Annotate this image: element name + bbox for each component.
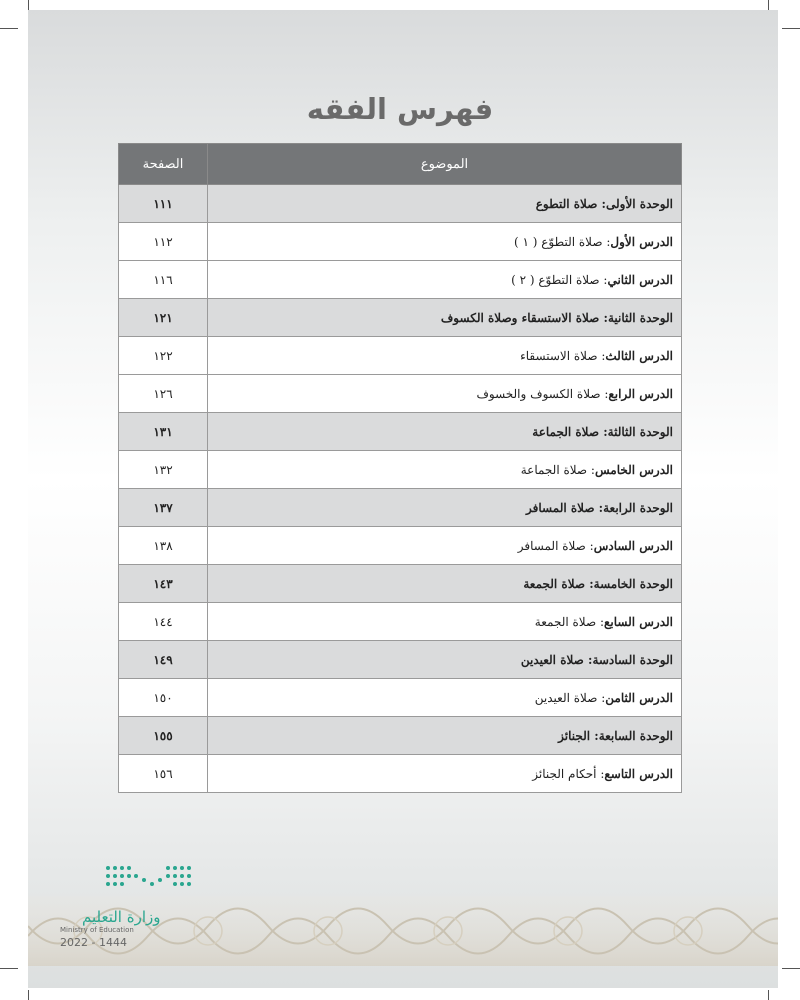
lesson-row: [119, 755, 682, 793]
subject-text: : صلاة الجمعة: [534, 614, 604, 629]
lesson-row: [119, 527, 682, 565]
crop-mark-right-top: [782, 28, 800, 29]
lesson-row: [119, 261, 682, 299]
ministry-logo-dots-icon: [102, 860, 198, 900]
lesson-number: الدرس الخامس: [594, 462, 673, 477]
page-number-cell: ١٤٣: [119, 565, 208, 603]
unit-row: [119, 299, 682, 337]
subject-text: الوحدة السادسة: صلاة العيدين: [520, 652, 673, 667]
page-title: فهرس الفقه: [306, 92, 494, 126]
unit-row: [119, 185, 682, 223]
lesson-row: [119, 679, 682, 717]
subject-cell: [208, 261, 682, 299]
subject-cell: [208, 337, 682, 375]
subject-cell: [208, 413, 682, 451]
ministry-name-arabic: وزارة التعليم: [82, 908, 161, 926]
lesson-number: الدرس السادس: [593, 538, 673, 553]
index-table-body: [119, 185, 682, 793]
subject-text: : صلاة الاستسقاء: [520, 348, 606, 363]
subject-cell: [208, 603, 682, 641]
subject-text: الوحدة الثانية: صلاة الاستسقاء وصلاة الكسوف: [440, 310, 673, 325]
subject-cell: [208, 375, 682, 413]
page-column-header: الصفحة: [119, 144, 208, 185]
subject-text: الوحدة الخامسة: صلاة الجمعة: [523, 576, 673, 591]
page-number-cell: ١١٢: [119, 223, 208, 261]
subject-cell: [208, 641, 682, 679]
page-number-cell: ١٢١: [119, 299, 208, 337]
subject-column-header: الموضوع: [208, 144, 682, 185]
page-number-cell: ١٣٧: [119, 489, 208, 527]
lesson-row: [119, 375, 682, 413]
subject-text: : صلاة التطوّع ( ١ ): [514, 234, 611, 249]
subject-text: : صلاة الكسوف والخسوف: [476, 386, 609, 401]
subject-text: : صلاة المسافر: [517, 538, 594, 553]
page-number-cell: ١٢٢: [119, 337, 208, 375]
lesson-row: [119, 337, 682, 375]
subject-cell: [208, 223, 682, 261]
page-number-cell: ١٢٦: [119, 375, 208, 413]
subject-text: الوحدة الأولى: صلاة التطوع: [535, 196, 673, 211]
page-number-cell: ١٥٠: [119, 679, 208, 717]
subject-text: الوحدة السابعة: الجنائز: [558, 728, 673, 743]
index-table: [118, 143, 682, 793]
subject-cell: [208, 185, 682, 223]
lesson-number: الدرس الثامن: [605, 690, 673, 705]
edition-year: 2022 - 1444: [60, 936, 127, 949]
subject-cell: [208, 489, 682, 527]
subject-text: الوحدة الرابعة: صلاة المسافر: [526, 500, 673, 515]
unit-row: [119, 641, 682, 679]
crop-mark-top-left: [28, 0, 29, 10]
lesson-row: [119, 223, 682, 261]
crop-mark-bottom-right: [768, 990, 769, 1000]
page-number-cell: ١٥٦: [119, 755, 208, 793]
subject-text: : صلاة العيدين: [534, 690, 606, 705]
page-number-cell: ١٤٤: [119, 603, 208, 641]
page-number-cell: ١٣١: [119, 413, 208, 451]
lesson-row: [119, 451, 682, 489]
subject-cell: [208, 679, 682, 717]
crop-mark-right-bottom: [782, 968, 800, 969]
crop-mark-left-top: [0, 28, 18, 29]
lesson-number: الدرس الثاني: [607, 272, 673, 287]
subject-text: : أحكام الجنائز: [532, 766, 605, 781]
page-number-cell: ١٥٥: [119, 717, 208, 755]
lesson-number: الدرس التاسع: [604, 766, 673, 781]
ministry-name-english: Ministry of Education: [60, 926, 134, 934]
subject-text: : صلاة الجماعة: [520, 462, 595, 477]
decorative-ornament-band: [28, 896, 778, 966]
crop-mark-bottom-left: [28, 990, 29, 1000]
page-number-cell: ١٣٨: [119, 527, 208, 565]
lesson-number: الدرس الأول: [610, 234, 673, 249]
crop-mark-left-bottom: [0, 968, 18, 969]
unit-row: [119, 413, 682, 451]
lesson-number: الدرس السابع: [604, 614, 673, 629]
subject-cell: [208, 299, 682, 337]
crop-mark-top-right: [768, 0, 769, 10]
unit-row: [119, 717, 682, 755]
subject-text: الوحدة الثالثة: صلاة الجماعة: [532, 424, 673, 439]
lesson-number: الدرس الثالث: [605, 348, 673, 363]
page-number-cell: ١٤٩: [119, 641, 208, 679]
unit-row: [119, 565, 682, 603]
lesson-row: [119, 603, 682, 641]
page-number-cell: ١٣٢: [119, 451, 208, 489]
lesson-number: الدرس الرابع: [608, 386, 673, 401]
subject-text: : صلاة التطوّع ( ٢ ): [511, 272, 608, 287]
subject-cell: [208, 717, 682, 755]
subject-cell: [208, 755, 682, 793]
subject-cell: [208, 565, 682, 603]
page-number-cell: ١١١: [119, 185, 208, 223]
unit-row: [119, 489, 682, 527]
subject-cell: [208, 451, 682, 489]
table-header-row: [119, 144, 682, 185]
subject-cell: [208, 527, 682, 565]
page-number-cell: ١١٦: [119, 261, 208, 299]
